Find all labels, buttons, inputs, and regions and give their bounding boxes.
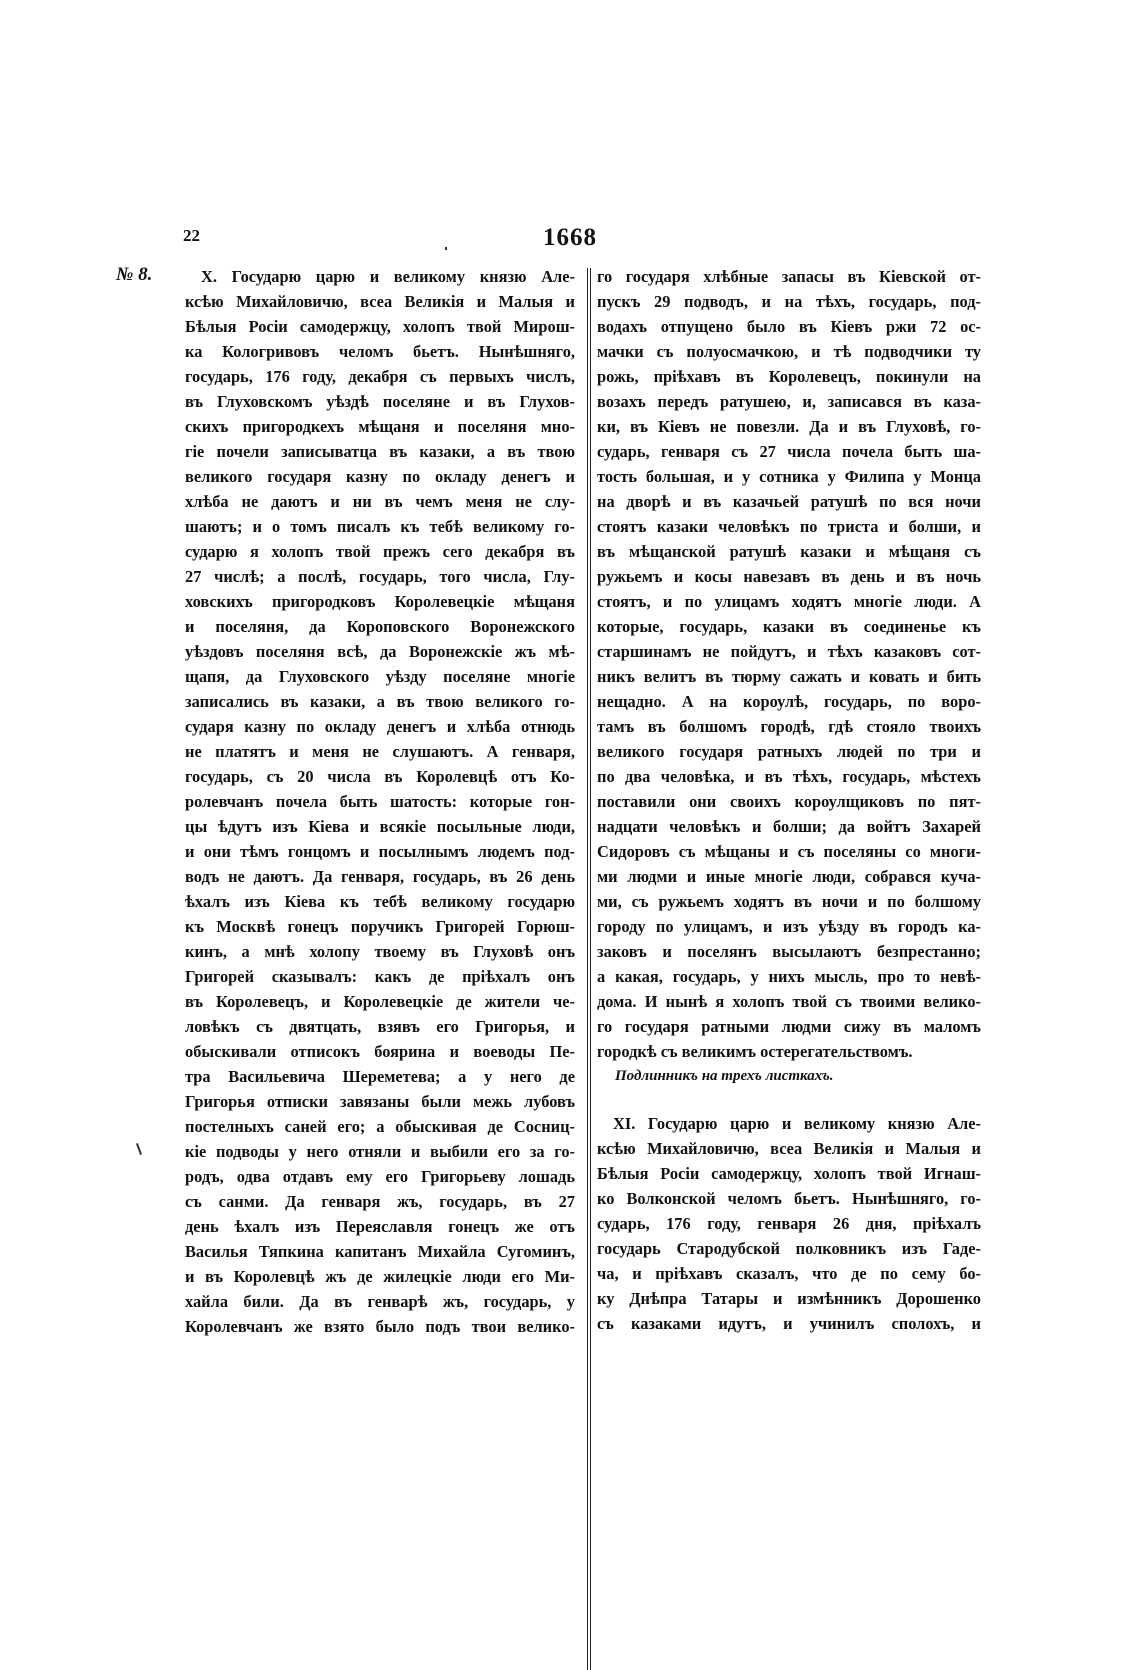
text-line: ксѣю Михайловичю, всеа Великія и Малыя и	[185, 292, 575, 311]
left-text-column	[185, 264, 575, 1339]
text-line: дома. И нынѣ я холопъ твой съ твоими велико-	[597, 992, 981, 1011]
text-line: шаютъ; и о томъ писалъ къ тебѣ великому го-	[185, 517, 575, 536]
text-line: тамъ въ болшомъ городѣ, гдѣ стояло твоихъ	[597, 717, 981, 736]
text-line: заковъ и поселянъ высылаютъ безпрестанно;	[597, 942, 981, 961]
text-line: стоятъ, и по улицамъ ходятъ многіе люди. А	[597, 592, 981, 611]
text-line: родъ, одва отдавъ ему его Григорьеву лошадь	[185, 1167, 575, 1186]
page-number: 22	[183, 226, 200, 245]
text-line: и поселяня, да Короповского Воронежского	[185, 617, 575, 636]
text-line: сударь, 176 году, генваря 26 дня, пріѣхалъ	[597, 1214, 981, 1233]
text-line: Григорей сказывалъ: какъ де пріѣхалъ онъ	[185, 967, 575, 986]
text-line: сударь, генваря съ 27 числа почела быть ша-	[597, 442, 981, 461]
text-line: Сидоровъ съ мѣщаны и съ поселяны со многи-	[597, 842, 981, 861]
text-line: тра Васильевича Шереметева; а у него де	[185, 1067, 575, 1086]
text-line: съ казаками идутъ, и учинилъ сполохъ, и	[597, 1314, 981, 1333]
text-line: XI. Государю царю и великому князю Але-	[613, 1114, 981, 1133]
text-line: надцати человѣкъ и болши; да войтъ Захарей	[597, 817, 981, 836]
text-line: сударя казну по окладу денегъ и хлѣба отнюдь	[185, 717, 575, 736]
text-line: а какая, государь, у нихъ мысль, про то невѣ-	[597, 967, 981, 986]
text-line: государь Стародубской полковникъ изъ Гаде-	[597, 1239, 981, 1258]
text-line: обыскивали отписокъ боярина и воеводы Пе-	[185, 1042, 575, 1061]
text-line: мачки съ полуосмачкою, и тѣ подводчики ту	[597, 342, 981, 361]
text-line: кіе подводы у него отняли и выбили его за го-	[185, 1142, 575, 1161]
text-line: Григорья отписки завязаны были межь лубовъ	[185, 1092, 575, 1111]
text-line: государь, съ 20 числа въ Королевцѣ отъ Ко-	[185, 767, 575, 786]
text-line: цы ѣдутъ изъ Кіева и всякіе посыльные люди,	[185, 817, 575, 836]
year-heading: 1668	[543, 224, 597, 251]
text-line: ксѣю Михайловичю, всеа Великія и Малыя и	[597, 1139, 981, 1158]
document-number: № 8.	[116, 264, 153, 285]
text-line: Василья Тяпкина капитанъ Михайла Сугоминъ,	[185, 1242, 575, 1261]
text-line: скихъ пригородкехъ мѣщаня и поселяня мно-	[185, 417, 575, 436]
print-speck	[445, 247, 447, 250]
text-line: записались въ казаки, а въ твою великого го-	[185, 692, 575, 711]
text-line: которые, государь, казаки въ соединенье къ	[597, 617, 981, 636]
text-line: въ мѣщанской ратушѣ казаки и мѣщаня съ	[597, 542, 981, 561]
text-line: ми, съ ружьемъ ходятъ въ ночи и по болшому	[597, 892, 981, 911]
text-line: ховскихъ пригородковъ Королевецкіе мѣщаня	[185, 592, 575, 611]
text-line: ѣхалъ изъ Кіева къ тебѣ великому государю	[185, 892, 575, 911]
text-line: возахъ передъ ратушею, и, записався въ каза-	[597, 392, 981, 411]
text-line: поставили они своихъ короулщиковъ по пят-	[597, 792, 981, 811]
text-line: не платятъ и меня не слушаютъ. А генваря,	[185, 742, 575, 761]
text-line: старшинамъ не пойдутъ, и тѣхъ казаковъ сот-	[597, 642, 981, 661]
text-line: го государя хлѣбные запасы въ Кіевской от-	[597, 267, 981, 286]
text-line: къ Москвѣ гонецъ поручикъ Григорей Горюш-	[185, 917, 575, 936]
text-line: X. Государю царю и великому князю Але-	[201, 267, 575, 286]
source-note: Подлинникъ на трехъ листкахъ.	[615, 1068, 834, 1084]
text-line: на дворѣ и въ казачьей ратушѣ по вся ночи	[597, 492, 981, 511]
text-line: городу по улицамъ, и изъ уѣзду въ городъ ка-	[597, 917, 981, 936]
text-line: ки, въ Кіевъ не повезли. Да и въ Глуховѣ, го-	[597, 417, 981, 436]
text-line: 27 числѣ; а послѣ, государь, того числа, Глу-	[185, 567, 575, 586]
text-line: хлѣба не даютъ и ни въ чемъ меня не слу-	[185, 492, 575, 511]
text-line: городкѣ съ великимъ остерегательствомъ.	[597, 1042, 913, 1061]
text-line: никъ велитъ въ тюрму сажать и ковать и бить	[597, 667, 981, 686]
text-line: и въ Королевцѣ жъ де жилецкіе люди его Ми-	[185, 1267, 575, 1286]
text-line: сударю я холопъ твой прежъ сего декабря въ	[185, 542, 575, 561]
text-line: ружьемъ и косы навезавъ въ день и въ ночь	[597, 567, 981, 586]
text-line: съ санми. Да генваря жъ, государь, въ 27	[185, 1192, 575, 1211]
text-line: ку Днѣпра Татары и измѣнникъ Дорошенко	[597, 1289, 981, 1308]
text-line: въ Королевецъ, и Королевецкіе де жители че-	[185, 992, 575, 1011]
print-speck	[136, 1143, 142, 1155]
text-line: ко Волконской челомъ бьетъ. Нынѣшняго, го-	[597, 1189, 981, 1208]
column-divider	[590, 268, 591, 1670]
right-text-column	[597, 264, 981, 1336]
text-line: постелныхъ саней его; а обыскивая де Сосниц-	[185, 1117, 575, 1136]
text-line: го государя ратными людми сижу въ маломъ	[597, 1017, 981, 1036]
text-line: пускъ 29 подводъ, и на тѣхъ, государь, под-	[597, 292, 981, 311]
text-line: стоятъ казаки человѣкъ по триста и болши, и	[597, 517, 981, 536]
text-line: ловѣкъ съ двятцать, взявъ его Григорья, и	[185, 1017, 575, 1036]
text-line: щапя, да Глуховского уѣзду поселяне многіе	[185, 667, 575, 686]
text-line: тость большая, и у сотника у Филипа у Монца	[597, 467, 981, 486]
text-line: уѣздовъ поселяня всѣ, да Воронежскіе жъ мѣ-	[185, 642, 575, 661]
text-line: государь, 176 году, декабря съ первыхъ числъ,	[185, 367, 575, 386]
text-line: ролевчанъ почела быть шатость: которые гон-	[185, 792, 575, 811]
text-line: по два человѣка, и въ тѣхъ, государь, мѣстехъ	[597, 767, 981, 786]
text-line: ча, и пріѣхавъ сказалъ, что де по сему бо-	[597, 1264, 981, 1283]
text-line: день ѣхалъ изъ Переяславля гонецъ же отъ	[185, 1217, 575, 1236]
column-divider	[587, 268, 588, 1670]
section-gap	[597, 1089, 981, 1111]
text-line: и они тѣмъ гонцомъ и посылнымъ людемъ под-	[185, 842, 575, 861]
text-line: ми людми и иные многіе люди, собрався куча-	[597, 867, 981, 886]
text-line: водъ не даютъ. Да генваря, государь, въ 26 день	[185, 867, 575, 886]
text-line: великого государя казну по окладу денегъ и	[185, 467, 575, 486]
text-line: рожь, пріѣхавъ въ Королевецъ, покинули на	[597, 367, 981, 386]
text-line: ка Кологривовъ челомъ бьетъ. Нынѣшняго,	[185, 342, 575, 361]
text-line: великого государя ратныхъ людей по три и	[597, 742, 981, 761]
text-line: Королевчанъ же взято было подъ твои велико-	[185, 1317, 575, 1336]
text-line: хайла били. Да въ генварѣ жъ, государь, у	[185, 1292, 575, 1311]
text-line: водахъ отпущено было въ Кіевъ ржи 72 ос-	[597, 317, 981, 336]
text-line: гіе почели записыватца въ казаки, а въ твою	[185, 442, 575, 461]
text-line: нещадно. А на короулѣ, государь, по воро-	[597, 692, 981, 711]
text-line: Бѣлыя Росіи самодержцу, холопъ твой Мирош-	[185, 317, 575, 336]
text-line: кинъ, а мнѣ холопу твоему въ Глуховѣ онъ	[185, 942, 575, 961]
text-line: Бѣлыя Росіи самодержцу, холопъ твой Игнаш-	[597, 1164, 981, 1183]
text-line: въ Глуховскомъ уѣздѣ поселяне и въ Глухов-	[185, 392, 575, 411]
